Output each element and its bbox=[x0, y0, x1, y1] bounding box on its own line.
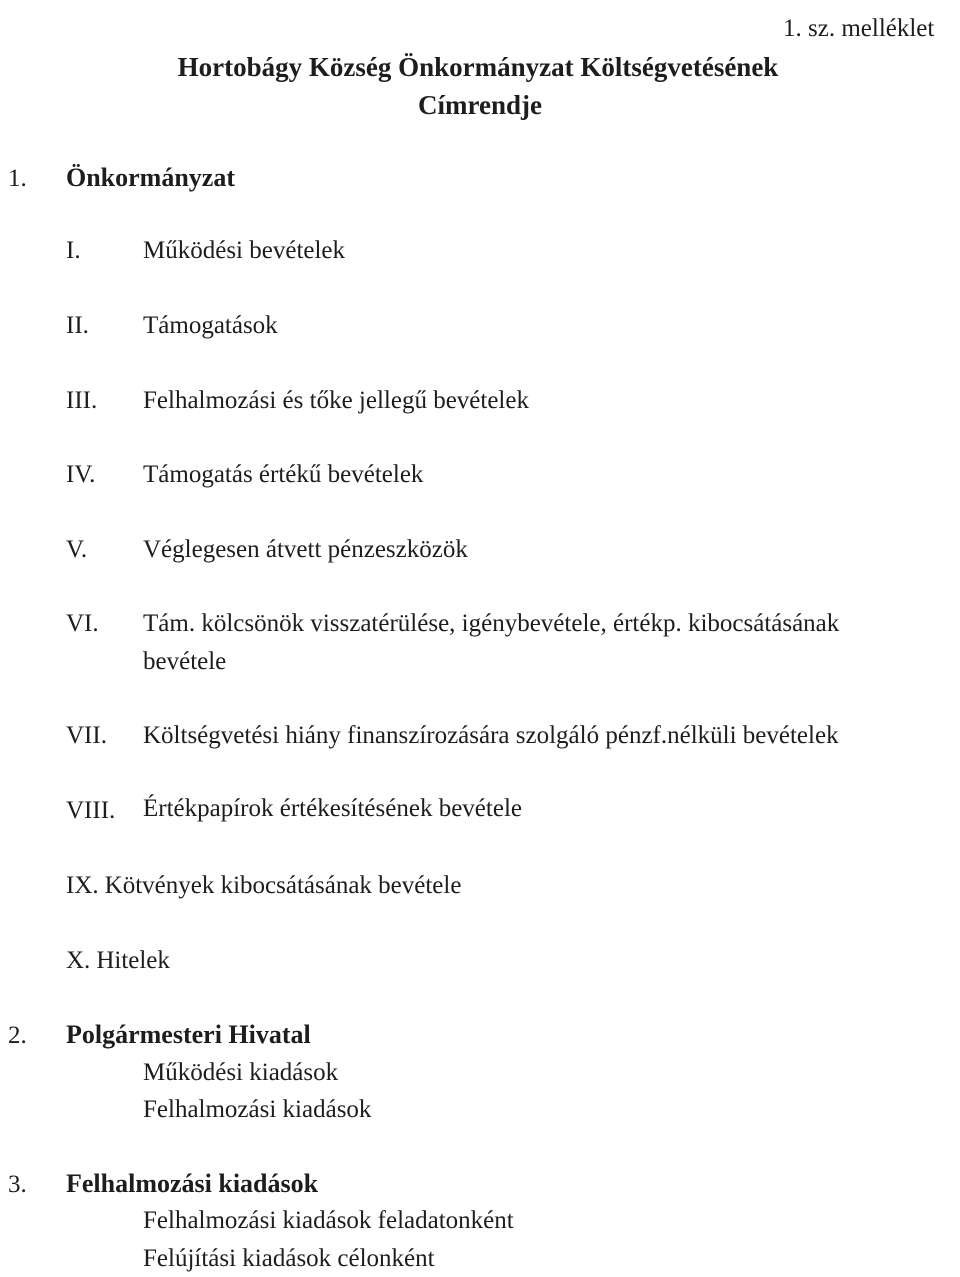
item-roman-8: VIII. bbox=[66, 797, 116, 824]
item-roman-2: II. bbox=[66, 312, 89, 339]
document-title: Hortobágy Község Önkormányzat Költségvetésének bbox=[177, 52, 779, 82]
section-3-title: Felhalmozási kiadások bbox=[66, 1169, 319, 1198]
item-roman-7: VII. bbox=[66, 722, 107, 749]
item-roman-6: VI. bbox=[66, 610, 99, 637]
section-3-number: 3. bbox=[8, 1171, 27, 1198]
item-roman-1: I. bbox=[66, 237, 81, 264]
document-title-line2: Címrendje bbox=[418, 90, 542, 120]
item-label-7: Költségvetési hiány finanszírozására szolgáló pénzf.nélküli bevételek bbox=[143, 722, 839, 749]
section-1-title: Önkormányzat bbox=[66, 163, 235, 192]
item-9 bbox=[66, 873, 461, 898]
section-2-item-1: Működési kiadások bbox=[143, 1059, 339, 1086]
item-label-10: Hitelek bbox=[96, 947, 170, 974]
section-2-title: Polgármesteri Hivatal bbox=[66, 1020, 311, 1049]
section-2-item-2: Felhalmozási kiadások bbox=[143, 1096, 372, 1123]
item-label-1: Működési bevételek bbox=[143, 237, 346, 264]
item-label-6: Tám. kölcsönök visszatérülése, igénybevétele, értékp. kibocsátásának bbox=[143, 610, 840, 637]
item-label-4: Támogatás értékű bevételek bbox=[143, 461, 424, 488]
item-label-6-continuation: bevétele bbox=[143, 648, 227, 675]
item-roman-9: IX. bbox=[66, 872, 99, 899]
item-label-2: Támogatások bbox=[143, 312, 278, 339]
section-2-number: 2. bbox=[8, 1022, 27, 1049]
item-label-9: Kötvények kibocsátásának bevétele bbox=[104, 872, 462, 899]
section-3-item-1: Felhalmozási kiadások feladatonként bbox=[143, 1207, 514, 1234]
item-roman-4: IV. bbox=[66, 461, 96, 488]
item-label-5: Véglegesen átvett pénzeszközök bbox=[143, 536, 468, 563]
item-label-3: Felhalmozási és tőke jellegű bevételek bbox=[143, 387, 529, 414]
item-roman-3: III. bbox=[66, 387, 98, 414]
item-10 bbox=[66, 948, 170, 973]
section-3-item-2: Felújítási kiadások célonként bbox=[143, 1245, 435, 1272]
section-1-number: 1. bbox=[8, 165, 27, 192]
annex-label: 1. sz. melléklet bbox=[783, 15, 935, 42]
item-roman-10: X. bbox=[66, 947, 91, 974]
item-roman-5: V. bbox=[66, 536, 88, 563]
item-label-8: Értékpapírok értékesítésének bevétele bbox=[143, 795, 522, 822]
